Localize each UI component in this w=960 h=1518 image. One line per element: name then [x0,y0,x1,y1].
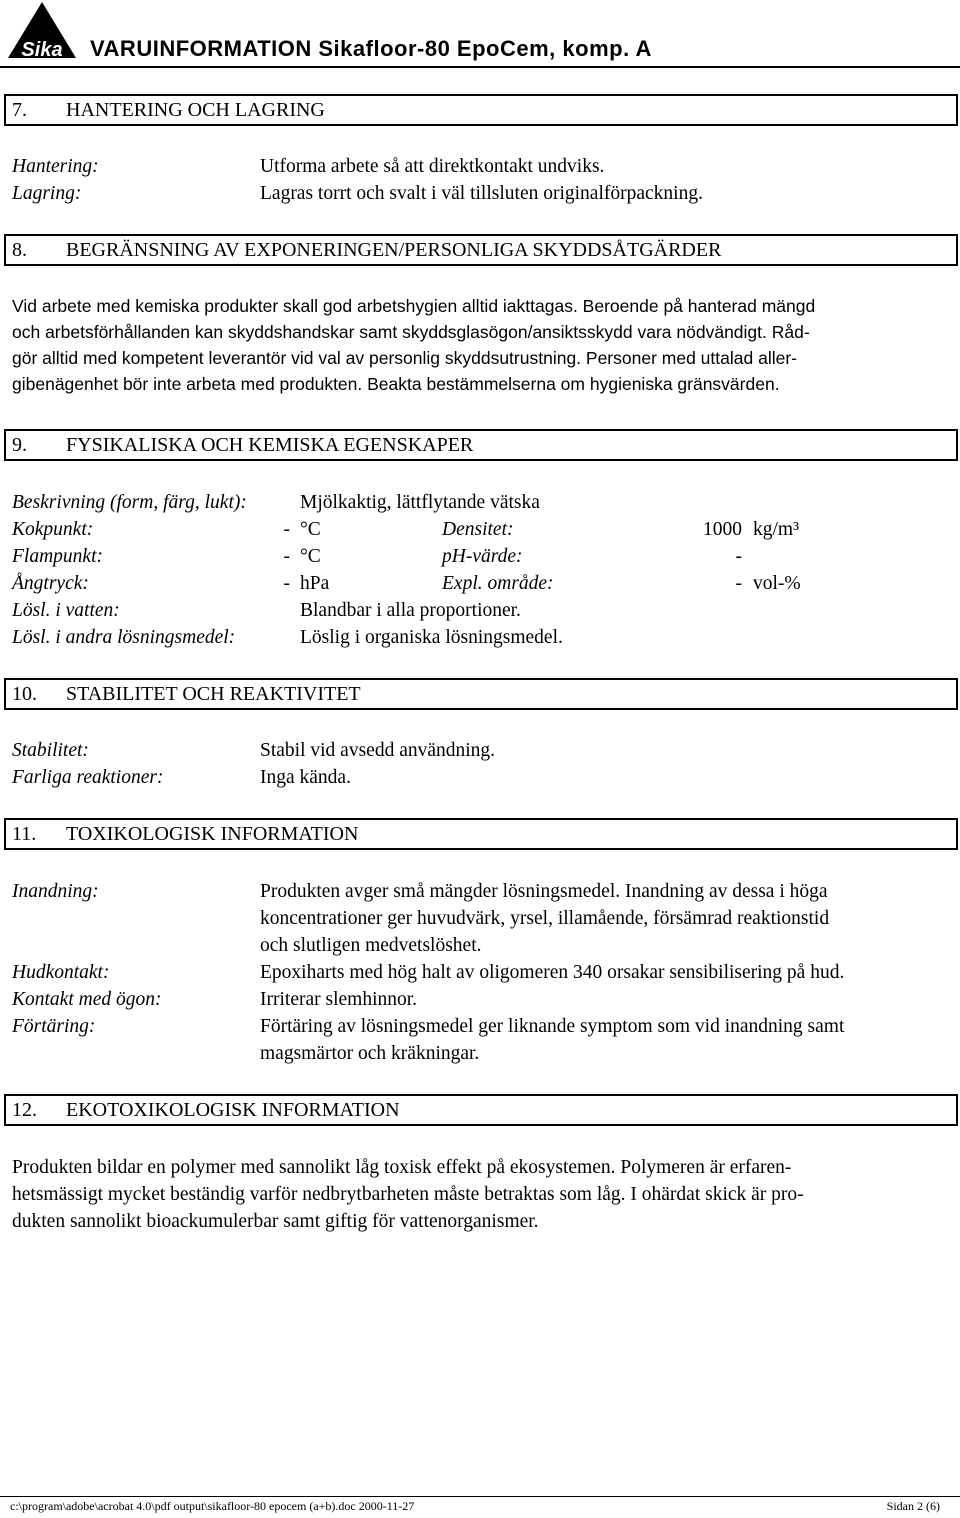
section-10-header [4,678,958,710]
solvent-solubility-label: Lösl. i andra lösningsmedel: [12,627,236,648]
description-label: Beskrivning (form, färg, lukt): [12,492,247,513]
boiling-point-label: Kokpunkt: [12,519,94,540]
hazardous-reactions-label: Farliga reaktioner: [12,767,164,788]
handling-value: Utforma arbete så att direktkontakt undviks. [260,156,605,177]
inhalation-line: Produkten avger små mängder lösningsmedel. Inandning av dessa i höga [260,881,828,902]
exposure-line: gibenägenhet bör inte arbeta med produkten. Beakta bestämmelserna om hygieniska gränsvärden. [12,374,780,394]
ecotox-line: dukten sannolikt bioackumulerbar samt giftig för vattenorganismer. [12,1211,539,1232]
explosion-range-value: - [735,573,742,594]
exposure-line: Vid arbete med kemiska produkter skall god arbetshygien alltid iakttagas. Beroende på hanterad mängd [12,296,816,316]
sika-logo-text: Sika [21,39,63,61]
document-title: VARUINFORMATION Sikafloor-80 EpoCem, komp. A [90,36,652,61]
ingestion-label: Förtäring: [12,1016,96,1037]
exposure-line: och arbetsförhållanden kan skyddshandskar samt skyddsglasögon/ansiktsskydd vara nödvändigt. Råd- [12,322,810,342]
stability-value: Stabil vid avsedd användning. [260,740,496,761]
flash-point-label: Flampunkt: [12,546,103,567]
section-8-number: 8. [12,239,27,261]
vapor-pressure-value: - [283,573,290,594]
footer-page-number: Sidan 2 (6) [886,1499,940,1513]
explosion-range-unit: vol-% [753,573,801,594]
header-divider [0,66,960,68]
section-9-number: 9. [12,434,27,456]
skin-contact-value: Epoxiharts med hög halt av oligomeren 340 orsakar sensibilisering på hud. [260,962,845,983]
handling-label: Hantering: [12,156,99,177]
vapor-pressure-label: Ångtryck: [12,573,89,594]
boiling-point-value: - [283,519,290,540]
section-12-header [4,1094,958,1126]
ingestion-line: Förtäring av lösningsmedel ger liknande symptom som vid inandning samt [260,1016,845,1037]
storage-label: Lagring: [12,183,82,204]
density-value: 1000 [703,519,742,540]
vapor-pressure-unit: hPa [300,573,330,594]
section-12-number: 12. [12,1099,37,1121]
hazardous-reactions-value: Inga kända. [260,767,351,788]
section-7-number: 7. [12,99,27,121]
flash-point-value: - [283,546,290,567]
footer-file-path: c:\program\adobe\acrobat 4.0\pdf output\sikafloor-80 epocem (a+b).doc 2000-11-27 [10,1499,415,1513]
inhalation-line: och slutligen medvetslöshet. [260,935,482,956]
section-8-header [4,234,958,266]
sika-logo [6,2,76,64]
section-7-header [4,94,958,126]
flash-point-unit: °C [300,546,321,567]
solvent-solubility-value: Löslig i organiska lösningsmedel. [300,627,563,648]
density-unit: kg/m³ [753,519,799,540]
exposure-line: gör alltid med kompetent leverantör vid val av personlig skyddsutrustning. Personer med uttalad aller- [12,348,797,368]
storage-value: Lagras torrt och svalt i väl tillsluten originalförpackning. [260,183,703,204]
description-value: Mjölkaktig, lättflytande vätska [300,492,540,513]
section-7-title: HANTERING OCH LAGRING [66,99,325,121]
eye-contact-label: Kontakt med ögon: [12,989,162,1010]
ecotox-line: hetsmässigt mycket beständig varför nedbrytbarheten måste betraktas som låg. I ohärdat skick är pro- [12,1184,804,1205]
section-10-title: STABILITET OCH REAKTIVITET [66,683,361,705]
section-12-title: EKOTOXIKOLOGISK INFORMATION [66,1099,400,1121]
water-solubility-label: Lösl. i vatten: [12,600,120,621]
water-solubility-value: Blandbar i alla proportioner. [300,600,521,621]
section-8-title: BEGRÄNSNING AV EXPONERINGEN/PERSONLIGA SKYDDSÅTGÄRDER [66,239,722,261]
section-10-number: 10. [12,683,37,705]
ingestion-line: magsmärtor och kräkningar. [260,1043,480,1064]
ph-value: - [735,546,742,567]
section-11-number: 11. [12,823,37,845]
skin-contact-label: Hudkontakt: [12,962,110,983]
ecotox-line: Produkten bildar en polymer med sannolikt låg toxisk effekt på ekosystemen. Polymeren är erfaren- [12,1157,792,1178]
explosion-range-label: Expl. område: [442,573,554,594]
section-9-header [4,429,958,461]
ph-label: pH-värde: [442,546,523,567]
stability-label: Stabilitet: [12,740,89,761]
exposure-paragraph [12,293,948,397]
footer-divider [0,1496,960,1497]
inhalation-line: koncentrationer ger huvudvärk, yrsel, illamående, försämrad reaktionstid [260,908,830,929]
inhalation-label: Inandning: [12,881,99,902]
boiling-point-unit: °C [300,519,321,540]
density-label: Densitet: [442,519,514,540]
section-9-title: FYSIKALISKA OCH KEMISKA EGENSKAPER [66,434,474,456]
section-11-header [4,818,958,850]
section-11-title: TOXIKOLOGISK INFORMATION [66,823,359,845]
eye-contact-value: Irriterar slemhinnor. [260,989,418,1010]
